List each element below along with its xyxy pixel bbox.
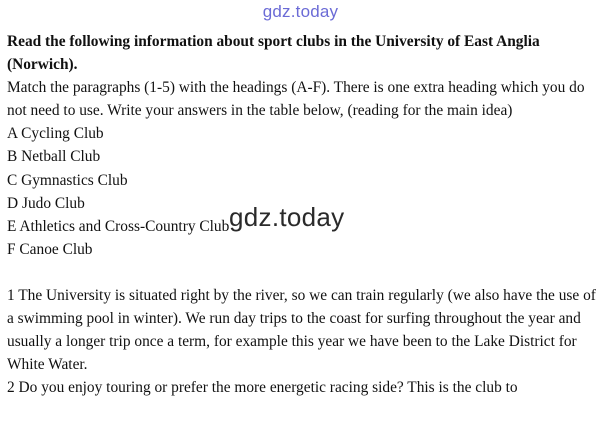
heading-option-b: B Netball Club xyxy=(7,148,101,166)
spacer xyxy=(7,261,597,284)
watermark-middle: gdz.today xyxy=(229,202,345,232)
heading-option-d: D Judo Club xyxy=(7,194,85,212)
heading-option-f: F Canoe Club xyxy=(7,240,93,258)
paragraph-1: 1 The University is situated right by the river, so we can train regularly (we also have the use of a swimming pool in winter). We run day trips to the coast for surfing throughout the year and usually a longer trip once a term, for example this year we have been to the Lake District for White Water. xyxy=(7,286,596,374)
heading-option-e: E Athletics and Cross-Country Club xyxy=(7,217,230,235)
task-heading: Read the following information about sport clubs in the University of East Anglia (Norwich). xyxy=(7,33,540,74)
watermark-top: gdz.today xyxy=(262,2,339,21)
task-instructions: Match the paragraphs (1-5) with the headings (A-F). There is one extra heading which you do not need to use. Write your answers in the table below, (reading for the main idea) xyxy=(7,79,585,120)
heading-option-a: A Cycling Club xyxy=(7,125,104,143)
heading-option-c: C Gymnastics Club xyxy=(7,171,128,189)
paragraph-2: 2 Do you enjoy touring or prefer the more energetic racing side? This is the club to xyxy=(7,379,518,397)
